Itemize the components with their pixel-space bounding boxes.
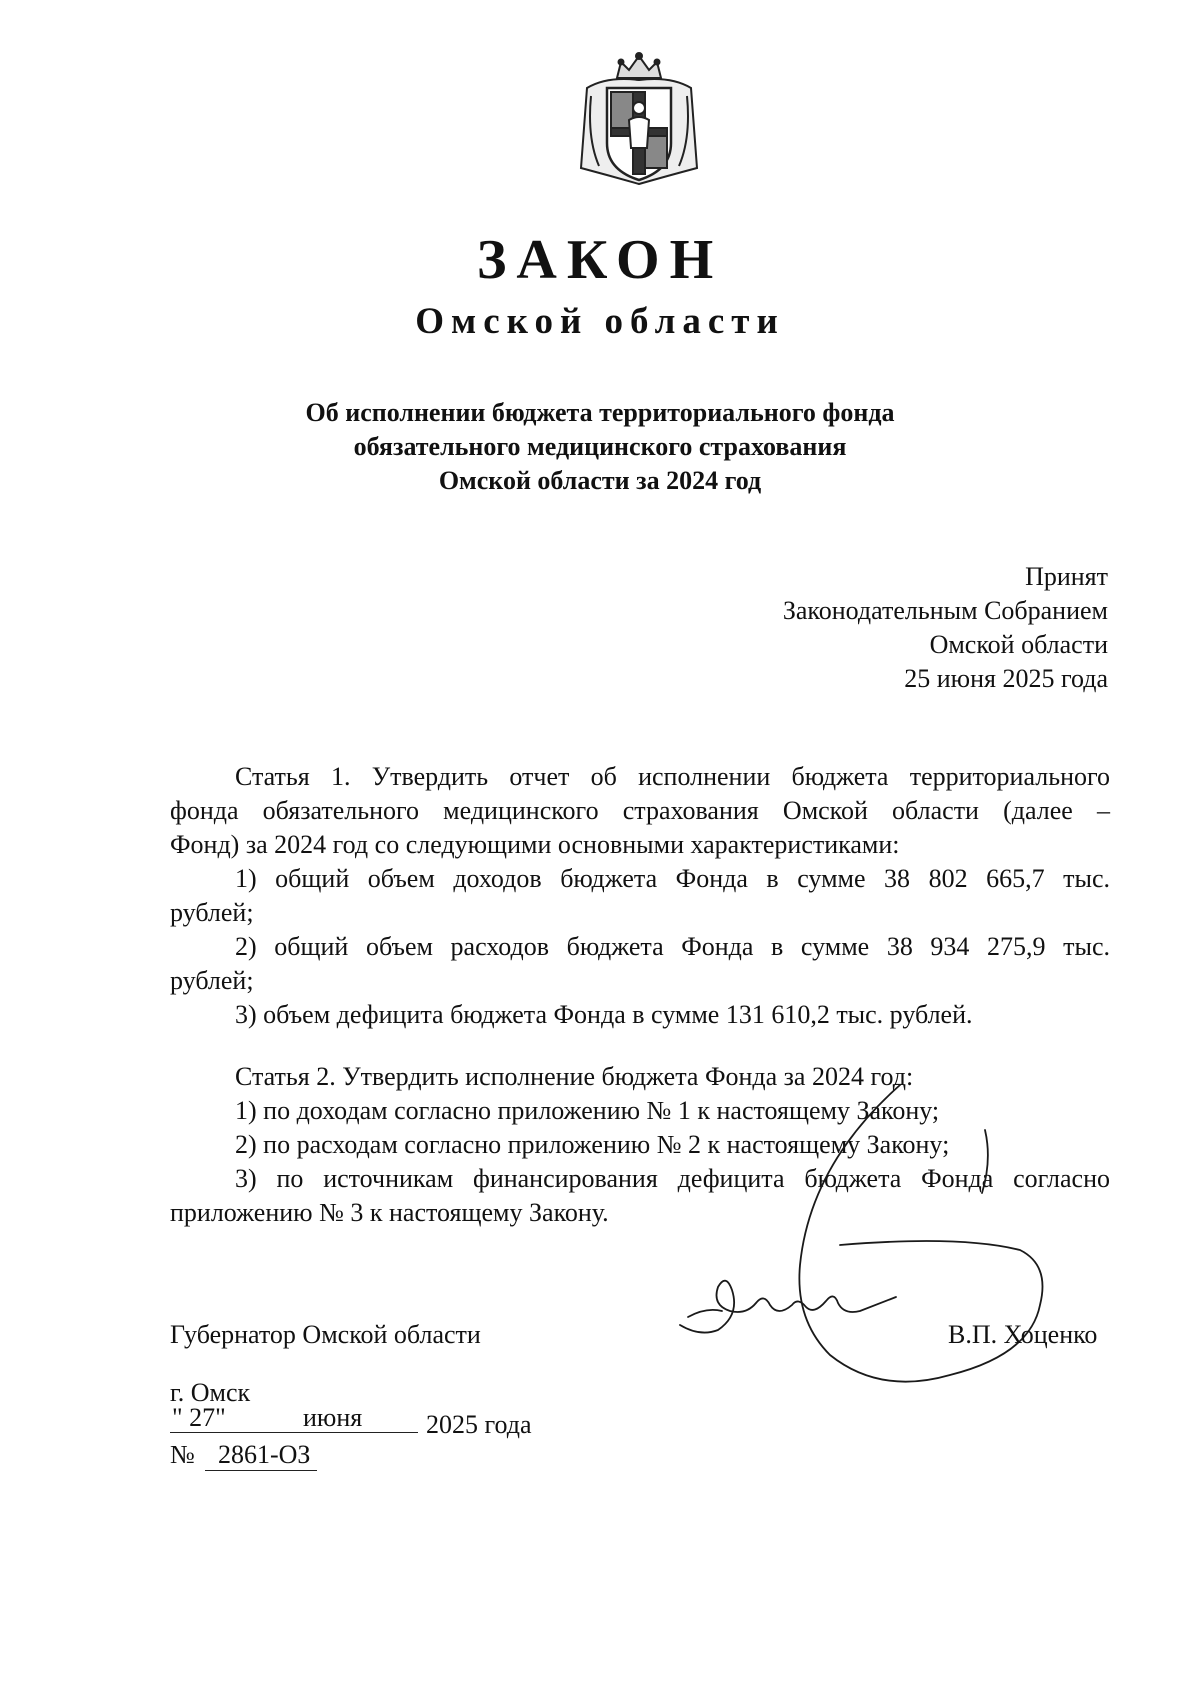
adoption-line: Принят: [1025, 562, 1108, 591]
law-region: Омской области: [415, 301, 785, 342]
governor-name: В.П. Хоценко: [948, 1320, 1098, 1349]
law-title: ЗАКОН: [476, 229, 724, 291]
signing-month: июня: [303, 1403, 363, 1432]
article-2-item: 2) по расходам согласно приложению № 2 к настоящему Закону;: [235, 1130, 950, 1159]
coat-of-arms-emblem: [577, 48, 701, 190]
article-1-line: рублей;: [170, 966, 254, 995]
article-1-item: 2) общий объем расходов бюджета Фонда в сумме 38 934 275,9 тыс.: [235, 932, 1110, 961]
law-number-label: №: [170, 1440, 195, 1469]
adoption-date: 25 июня 2025 года: [904, 664, 1108, 693]
governor-title: Губернатор Омской области: [170, 1320, 481, 1349]
article-1-item: 1) общий объем доходов бюджета Фонда в сумме 38 802 665,7 тыс.: [235, 864, 1110, 893]
article-2-item: 3) по источникам финансирования дефицита бюджета Фонда согласно: [235, 1164, 1110, 1193]
signing-city: г. Омск: [170, 1378, 251, 1407]
law-number: 2861-ОЗ: [218, 1440, 311, 1469]
article-1-item: 3) объем дефицита бюджета Фонда в сумме 131 610,2 тыс. рублей.: [235, 1000, 973, 1029]
article-1-line: фонда обязательного медицинского страхования Омской области (далее –: [170, 796, 1110, 825]
adoption-line: Омской области: [929, 630, 1108, 659]
article-1-line: рублей;: [170, 898, 254, 927]
adoption-line: Законодательным Собранием: [782, 596, 1108, 625]
number-underline: [205, 1470, 317, 1471]
law-subject-line: Об исполнении бюджета территориального фонда: [305, 398, 895, 427]
date-underline: [170, 1432, 418, 1433]
article-1-line: Статья 1. Утвердить отчет об исполнении бюджета территориального: [235, 762, 1110, 791]
signing-year: 2025 года: [426, 1410, 532, 1439]
law-subject-line: обязательного медицинского страхования: [353, 432, 847, 461]
article-2-line: Статья 2. Утвердить исполнение бюджета Фонда за 2024 год:: [235, 1062, 914, 1091]
law-subject-line: Омской области за 2024 год: [438, 466, 762, 495]
article-1-line: Фонд) за 2024 год со следующими основными характеристиками:: [170, 830, 900, 859]
article-2-item: 1) по доходам согласно приложению № 1 к настоящему Закону;: [235, 1096, 940, 1125]
article-2-line: приложению № 3 к настоящему Закону.: [170, 1198, 609, 1227]
signing-day: " 27": [172, 1403, 226, 1432]
